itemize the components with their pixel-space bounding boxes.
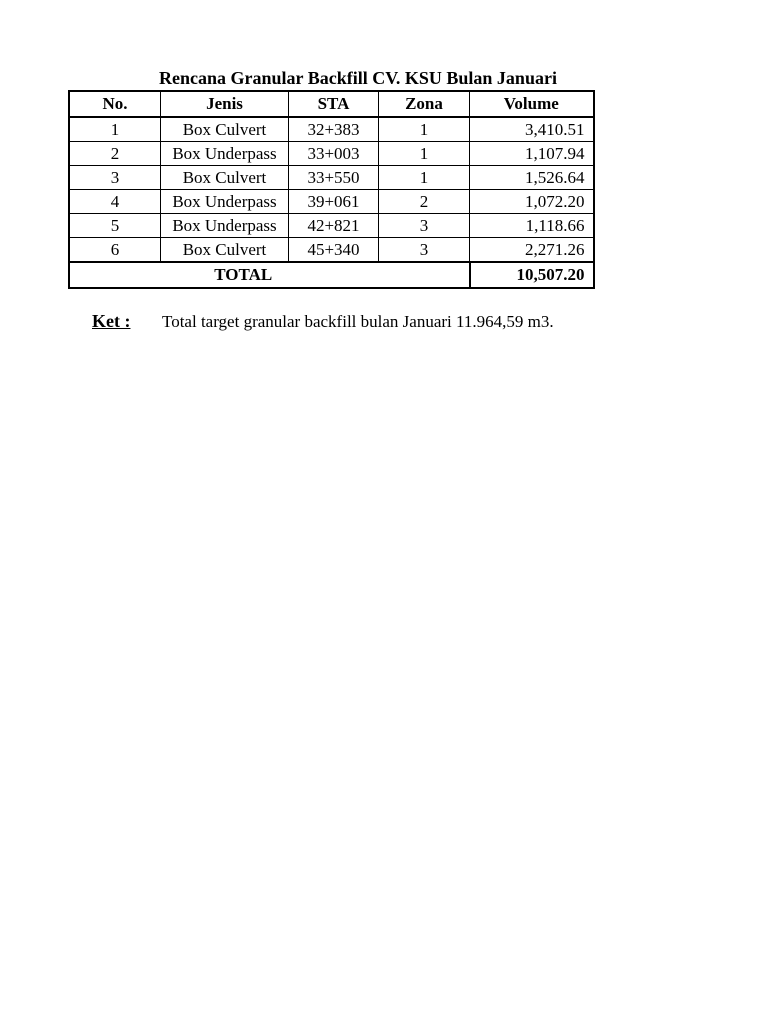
volume-table: [68, 90, 595, 289]
header-jenis: Jenis: [161, 91, 289, 117]
table-row: [69, 214, 594, 238]
cell-sta: 42+821: [289, 214, 379, 238]
note-label: Ket :: [92, 311, 131, 331]
cell-zona: 1: [379, 142, 470, 166]
cell-volume: 2,271.26: [470, 238, 594, 263]
cell-jenis: Box Culvert: [161, 117, 289, 142]
cell-volume: 1,072.20: [470, 190, 594, 214]
cell-no: 4: [69, 190, 161, 214]
total-value: 10,507.20: [470, 262, 594, 288]
cell-sta: 45+340: [289, 238, 379, 263]
header-no: No.: [69, 91, 161, 117]
cell-jenis: Box Underpass: [161, 214, 289, 238]
total-label: TOTAL: [69, 262, 470, 288]
cell-zona: 3: [379, 238, 470, 263]
cell-no: 2: [69, 142, 161, 166]
cell-volume: 1,526.64: [470, 166, 594, 190]
cell-volume: 1,118.66: [470, 214, 594, 238]
cell-jenis: Box Culvert: [161, 238, 289, 263]
header-volume: Volume: [470, 91, 594, 117]
table-total-row: [69, 262, 594, 288]
cell-jenis: Box Underpass: [161, 190, 289, 214]
header-sta: STA: [289, 91, 379, 117]
cell-no: 1: [69, 117, 161, 142]
cell-no: 3: [69, 166, 161, 190]
cell-no: 5: [69, 214, 161, 238]
cell-sta: 32+383: [289, 117, 379, 142]
table-row: [69, 117, 594, 142]
table-header-row: [69, 91, 594, 117]
cell-volume: 3,410.51: [470, 117, 594, 142]
cell-zona: 1: [379, 117, 470, 142]
table-row: [69, 190, 594, 214]
cell-no: 6: [69, 238, 161, 263]
cell-sta: 33+003: [289, 142, 379, 166]
cell-zona: 1: [379, 166, 470, 190]
cell-sta: 39+061: [289, 190, 379, 214]
cell-zona: 2: [379, 190, 470, 214]
cell-volume: 1,107.94: [470, 142, 594, 166]
cell-jenis: Box Underpass: [161, 142, 289, 166]
note-text: Total target granular backfill bulan Januari 11.964,59 m3.: [162, 312, 554, 331]
cell-jenis: Box Culvert: [161, 166, 289, 190]
table-row: [69, 142, 594, 166]
table-row: [69, 166, 594, 190]
cell-zona: 3: [379, 214, 470, 238]
cell-sta: 33+550: [289, 166, 379, 190]
document-title: Rencana Granular Backfill CV. KSU Bulan Januari: [159, 68, 557, 88]
header-zona: Zona: [379, 91, 470, 117]
table-row: [69, 238, 594, 263]
